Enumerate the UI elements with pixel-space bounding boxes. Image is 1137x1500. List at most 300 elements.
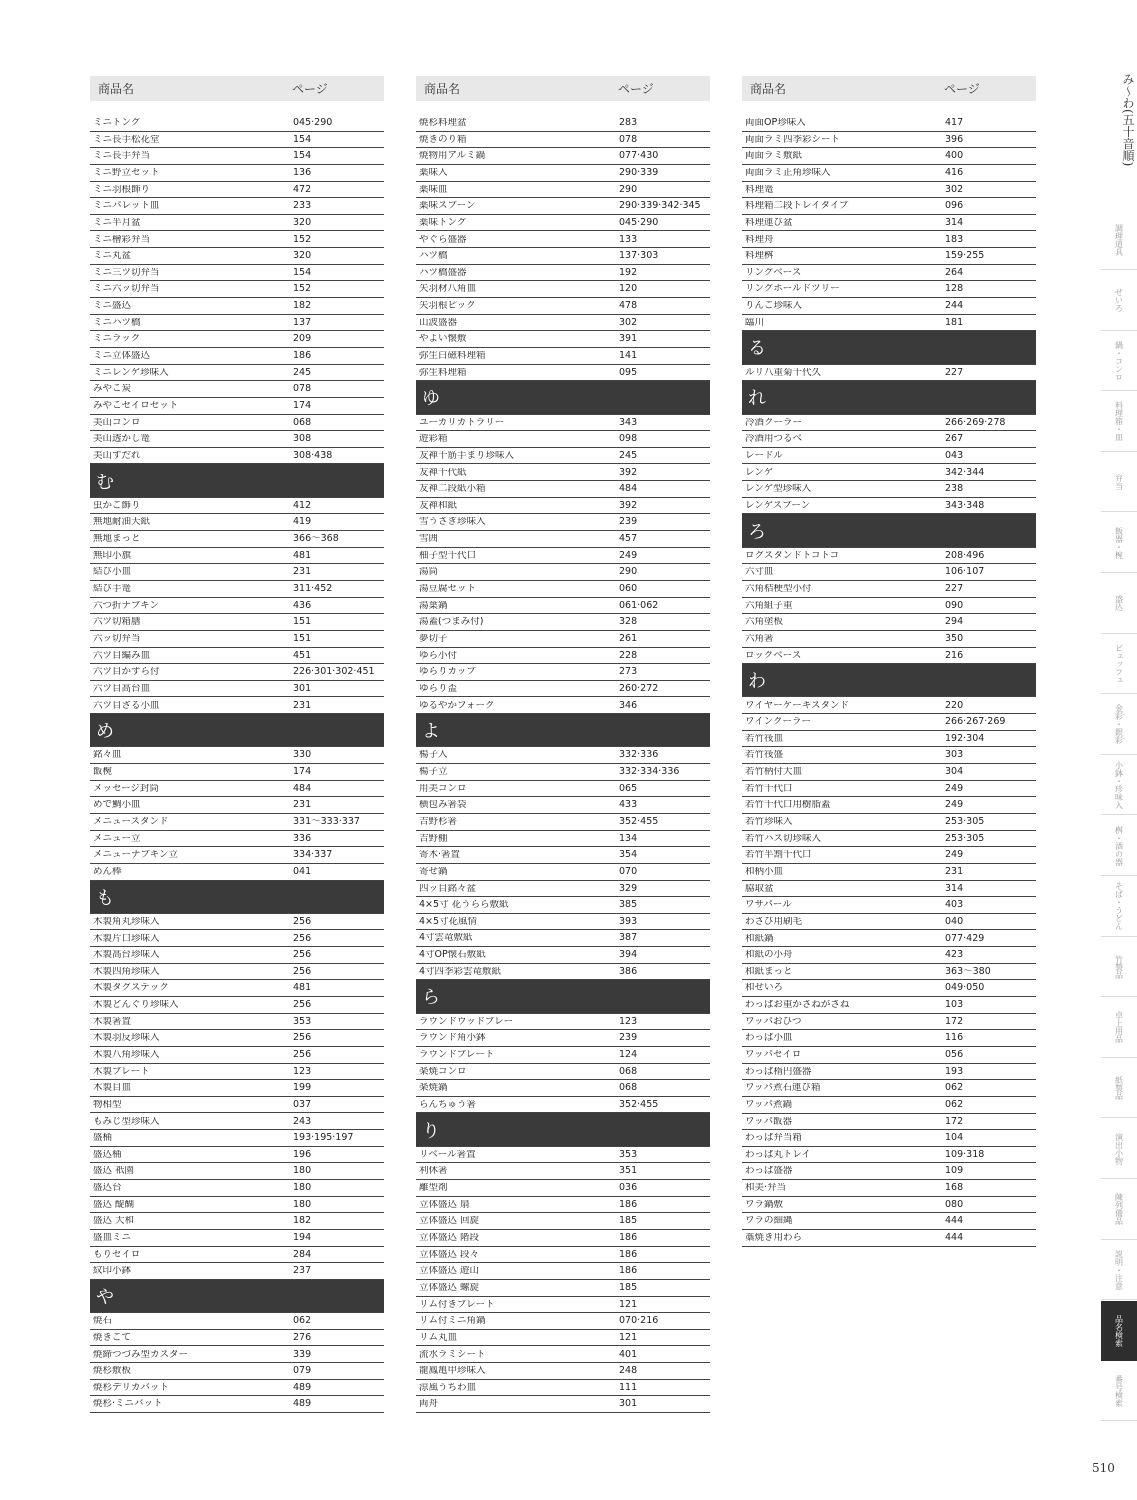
product-name: 流水ラミシート [419,1349,486,1360]
page-ref: 330 [293,750,312,760]
product-name: ゆるやかフォーク [419,700,495,710]
page-ref: 109·318 [945,1149,985,1160]
product-name: ミニレンゲ珍味入 [93,367,169,378]
index-row [416,1030,710,1047]
category-tab[interactable]: 紙製品 [1101,1058,1137,1118]
index-row [90,1130,384,1147]
page-ref: 354 [619,850,638,860]
product-name: 木製プレート [93,1066,150,1077]
index-row [742,365,1036,382]
product-name: 美山すだれ [93,450,141,461]
page-ref: 104 [945,1133,964,1143]
index-row [742,231,1036,248]
index-row [416,581,710,598]
product-name: 木製目皿 [93,1083,132,1093]
product-name: 六角桔梗型小付 [745,584,812,594]
product-name: りんご珍味入 [745,301,803,311]
product-name: 弥生料理箱 [419,367,467,378]
index-row [416,1064,710,1081]
index-row [90,697,384,714]
index-row [416,265,710,282]
product-name: 紋印小鉢 [93,1266,132,1276]
product-name: わっぱ盛器 [745,1166,793,1176]
index-row [416,165,710,182]
index-row [742,248,1036,265]
page-ref: 136 [293,167,312,178]
page-ref: 041 [293,866,312,877]
index-row [90,165,384,182]
page-ref: 393 [619,916,638,927]
kana-section-header: る [742,331,1036,364]
page-ref: 182 [293,301,312,311]
index-row [90,514,384,531]
category-tab[interactable]: 金彩・銀彩 [1101,695,1137,755]
product-name: メニュースタンド [93,817,169,827]
page-ref: 256 [293,1049,312,1060]
page-ref: 123 [293,1066,312,1077]
product-name: 盛込桶 [93,1149,122,1160]
product-name: やよい懐敷 [419,334,467,344]
page-ref: 320 [293,251,312,261]
index-row [416,1197,710,1214]
index-row [90,398,384,415]
index-row [416,747,710,764]
page-ref: 256 [293,1033,312,1043]
index-row [90,764,384,781]
page-ref: 343 [619,417,638,428]
product-name: 和紙鍋 [745,933,774,944]
page-ref: 096 [945,201,964,211]
index-row [90,1346,384,1363]
category-tab[interactable]: ビュッフェ [1101,634,1137,694]
product-name: 料理舟 [745,234,774,245]
index-row [90,315,384,332]
page-ref: 304 [945,767,964,777]
index-row [416,897,710,914]
category-tab[interactable]: 盛込 [1101,574,1137,634]
product-name: 和せいろ [745,983,784,993]
category-tab[interactable]: 鍋・コンロ [1101,331,1137,391]
page-ref: 172 [945,1016,964,1027]
index-column-1 [90,76,384,1413]
index-row [742,714,1036,731]
index-row [90,930,384,947]
product-name: 両面ラミ敷紙 [745,151,803,161]
page-ref: 077·429 [945,933,985,944]
page-ref: 231 [293,700,312,710]
kana-section-header: ゆ [416,381,710,414]
product-name: 焼杉デリカバット [93,1382,169,1393]
index-row [416,1330,710,1347]
index-row [90,564,384,581]
product-name: 木製八角珍味入 [93,1049,160,1060]
index-row [90,182,384,199]
product-name: 六ツ目高台皿 [93,683,151,694]
product-name: 和紙の小舟 [745,950,793,960]
page-ref: 070·216 [619,1316,659,1326]
index-row [742,431,1036,448]
index-row [742,881,1036,898]
index-row [90,614,384,631]
page-ref: 332·334·336 [619,767,680,777]
product-name: めん棒 [93,866,122,877]
product-name: 和紙まっと [745,966,793,977]
page-ref: 168 [945,1183,964,1193]
index-column-3 [742,76,1036,1247]
index-row [90,331,384,348]
page-ref: 123 [619,1016,638,1027]
index-row [90,814,384,831]
page-ref: 403 [945,900,964,910]
product-name: リム丸皿 [419,1332,458,1343]
column-header [416,76,710,101]
page-ref: 185 [619,1216,638,1226]
page-ref: 060 [619,584,638,594]
page-ref: 243 [293,1116,312,1127]
index-row [416,1297,710,1314]
page-ref: 040 [945,916,964,927]
page-ref: 339 [293,1349,312,1360]
page-ref: 478 [619,301,638,311]
index-row [742,648,1036,665]
product-name: 湯豆腐セット [419,584,477,594]
page-ref: 227 [945,584,964,594]
page-ref: 314 [945,217,964,228]
page-ref: 154 [293,151,312,161]
page-ref: 186 [619,1199,638,1210]
page-ref: 080 [945,1199,964,1210]
page-ref: 256 [293,950,312,960]
kana-section-header: も [90,881,384,914]
page-ref: 266·267·269 [945,717,1006,727]
index-row [416,764,710,781]
index-row [742,165,1036,182]
page-ref: 283 [619,118,638,128]
page-ref: 193 [945,1066,964,1077]
page-ref: 481 [293,550,312,561]
page-ref: 227 [945,367,964,378]
page-ref: 186 [619,1233,638,1243]
page-ref: 152 [293,234,312,245]
product-name: リングベース [745,267,802,278]
page-ref: 336 [293,833,312,844]
product-name: 料理桝 [745,251,774,261]
product-name: ミニハツ橋 [93,317,141,328]
page-ref: 308 [293,434,312,444]
page-ref: 133 [619,234,638,245]
category-tab[interactable]: 飯器・椀 [1101,513,1137,573]
product-name: 4寸雲竜敷紙 [419,933,473,943]
page-ref: 186 [619,1249,638,1260]
product-name: 木製タグステック [93,983,169,993]
index-row [90,498,384,515]
page-ref: 244 [945,301,964,311]
page-ref: 062 [945,1083,964,1093]
product-name: ワッパおひつ [745,1016,802,1027]
page-ref: 116 [945,1033,964,1043]
product-name: ワサパール [745,900,792,910]
product-name: 両面ラミ正角珍味入 [745,167,831,178]
page-ref: 220 [945,700,964,711]
index-row [416,831,710,848]
product-name: らんちゅう箸 [419,1099,477,1110]
index-column-2 [416,76,710,1413]
page-ref: 248 [619,1366,638,1376]
product-name: 焼杉·ミニバット [93,1399,163,1409]
index-row [90,631,384,648]
product-name: リム付ミニ角鍋 [419,1316,486,1326]
page-ref: 290·339·342·345 [619,201,701,211]
index-row [742,1080,1036,1097]
product-name: 友禅二段紙小箱 [419,484,486,494]
index-row [416,864,710,881]
product-name: 横包み箸袋 [419,800,467,810]
product-name: 雪うさぎ珍味入 [419,517,486,527]
index-row [416,797,710,814]
index-row [90,864,384,881]
header-page: ページ [944,82,980,96]
product-name: ミニ立体盛込 [93,351,151,361]
product-name: ワッパ煮石運び箱 [745,1083,821,1093]
page-ref: 043 [945,450,964,461]
index-row [90,1163,384,1180]
index-row [90,448,384,465]
index-row [416,564,710,581]
index-row [90,281,384,298]
index-row [416,281,710,298]
product-name: ワラの細縄 [745,1216,793,1226]
product-name: 涼風うちわ皿 [419,1382,477,1393]
product-name: 結び手篭 [93,584,132,594]
page-ref: 233 [293,201,312,211]
page-ref: 095 [619,367,638,378]
index-row [416,598,710,615]
category-tab[interactable]: 弁当 [1101,452,1137,512]
page-ref: 249 [945,850,964,860]
page-ref: 065 [619,783,638,794]
kana-section-header: や [90,1280,384,1313]
product-name: 盛込 醍醐 [93,1199,135,1210]
page-ref: 186 [293,351,312,361]
product-name: 盛皿ミニ [93,1233,132,1243]
category-tab[interactable]: 演出小物 [1101,1119,1137,1179]
product-name: ミニラック [93,334,141,344]
product-name: 友禅千筋手まり珍味入 [419,450,515,461]
product-name: 和柄小皿 [745,866,784,877]
page-ref: 106·107 [945,567,985,577]
index-row [90,381,384,398]
index-row [742,1130,1036,1147]
page-ref: 180 [293,1166,312,1176]
product-name: 楽焼鍋 [419,1083,448,1093]
index-row [416,548,710,565]
page-ref: 061·062 [619,600,659,611]
product-name: 焼締つづみ型カスター [93,1349,189,1360]
product-name: わっぱ丸トレイ [745,1149,811,1160]
page-ref: 174 [293,400,312,411]
index-row [416,631,710,648]
product-name: ミニ盛込 [93,301,132,311]
index-row [90,947,384,964]
product-name: 若竹珍味入 [745,817,793,827]
index-row [90,1113,384,1130]
index-row [90,115,384,132]
index-row [90,348,384,365]
index-row [742,764,1036,781]
category-tab[interactable]: 料理箱・皿 [1101,392,1137,452]
index-row [90,1380,384,1397]
product-name: ハツ橋盛器 [419,267,467,278]
product-name: 木製四角珍味入 [93,966,160,977]
index-row [416,1230,710,1247]
index-row [90,548,384,565]
page-ref: 484 [619,484,638,494]
product-name: 離型剤 [419,1183,448,1193]
page-ref: 343·348 [945,500,985,511]
page-ref: 457 [619,534,638,544]
index-row [90,248,384,265]
page-ref: 396 [945,134,964,145]
page-ref: 182 [293,1216,312,1226]
product-name: 若竹筏盛 [745,750,784,760]
product-name: 六寸皿 [745,567,774,577]
page-ref: 267 [945,434,964,444]
header-name: 商品名 [98,82,135,96]
product-name: 4×5寸 花うらら敷紙 [419,900,509,910]
page-ref: 238 [945,484,964,494]
product-name: 吉野杉箸 [419,817,458,827]
page-ref: 245 [619,450,638,461]
page-ref: 062 [945,1099,964,1110]
kana-section-header: ろ [742,514,1036,547]
page-ref: 353 [619,1149,638,1160]
category-tab[interactable]: 説明・注意 [1101,1240,1137,1300]
category-tab[interactable]: 番号検索 [1101,1361,1137,1421]
page-ref: 311·452 [293,584,333,594]
page-ref: 192·304 [945,733,985,744]
index-row [742,914,1036,931]
index-row [416,1180,710,1197]
product-name: 若竹半割千代口 [745,850,812,860]
index-row [742,481,1036,498]
page-ref: 098 [619,434,638,444]
index-row [742,947,1036,964]
page-ref: 342·344 [945,467,985,478]
page-ref: 394 [619,950,638,960]
page-ref: 185 [619,1282,638,1293]
product-name: 盛込 祇園 [93,1166,135,1176]
category-tab[interactable]: そば・うどん [1101,877,1137,937]
category-tab[interactable]: 卓上用品 [1101,998,1137,1058]
page-ref: 141 [619,351,638,361]
page-ref: 134 [619,833,638,844]
page-ref: 423 [945,950,964,960]
product-name: 用美コンロ [419,783,467,794]
product-name: 焼杉敷板 [93,1366,132,1376]
index-row [90,1313,384,1330]
index-row [90,531,384,548]
page-ref: 154 [293,267,312,278]
category-tab[interactable]: 品名検索 [1101,1301,1137,1361]
page-ref: 180 [293,1183,312,1193]
kana-section-header: れ [742,381,1036,414]
index-row [742,448,1036,465]
page-ref: 489 [293,1382,312,1393]
page-ref: 332·336 [619,750,659,760]
index-row [416,415,710,432]
page-ref: 079 [293,1366,312,1376]
product-name: 四ッ目銘々盆 [419,883,477,894]
product-name: 湯筒 [419,567,439,577]
index-row [90,1030,384,1047]
product-name: ミニ丸盆 [93,251,132,261]
page-ref: 353 [293,1016,312,1027]
index-row [742,1163,1036,1180]
index-row [416,1097,710,1114]
product-name: 薬味トング [419,217,467,228]
index-row [90,1247,384,1264]
product-name: みやこ炭 [93,384,132,394]
product-name: ワッパ煮鍋 [745,1099,793,1110]
index-row [416,115,710,132]
category-tab[interactable]: 小鉢・珍味入 [1101,755,1137,815]
index-row [742,265,1036,282]
page-ref: 266·269·278 [945,417,1006,428]
kana-section-header: り [416,1113,710,1146]
index-row [416,1080,710,1097]
index-row [90,1047,384,1064]
product-name: 料理運び盆 [745,217,793,228]
category-tab[interactable]: 竹製品 [1101,937,1137,997]
page-ref: 226·301·302·451 [293,667,375,677]
product-name: 木製箸置 [93,1016,132,1027]
index-row [416,814,710,831]
index-row [742,747,1036,764]
index-row [90,747,384,764]
product-name: 遊彩箱 [419,434,448,444]
page-ref: 294 [945,617,964,627]
index-row [90,215,384,232]
index-row [90,1147,384,1164]
page-ref: 193·195·197 [293,1133,354,1143]
index-row [742,980,1036,997]
index-row [90,1230,384,1247]
category-tab[interactable]: 陳列備品 [1101,1180,1137,1240]
category-tab[interactable]: 桝・酒の器 [1101,816,1137,876]
index-row [742,781,1036,798]
product-name: ロックベース [745,650,802,661]
product-name: 若竹柄付大皿 [745,767,803,777]
index-row [742,132,1036,149]
index-row [416,231,710,248]
category-tab[interactable]: 調理道具 [1101,210,1137,270]
page-ref: 385 [619,900,638,910]
index-row [742,631,1036,648]
page-ref: 111 [619,1382,638,1393]
index-row [90,964,384,981]
index-row [90,847,384,864]
page-ref: 183 [945,234,964,245]
product-name: 藁焼き用わら [745,1233,803,1243]
product-name: 物相型 [93,1099,122,1110]
category-tab[interactable]: せいろ [1101,271,1137,331]
product-name: 薬味入 [419,167,448,178]
product-name: ワイヤーケーキスタンド [745,700,850,711]
product-name: 立体盛込 扇 [419,1199,470,1210]
product-name: 六ツ目かずら付 [93,667,160,677]
index-row [742,1064,1036,1081]
index-row [90,415,384,432]
